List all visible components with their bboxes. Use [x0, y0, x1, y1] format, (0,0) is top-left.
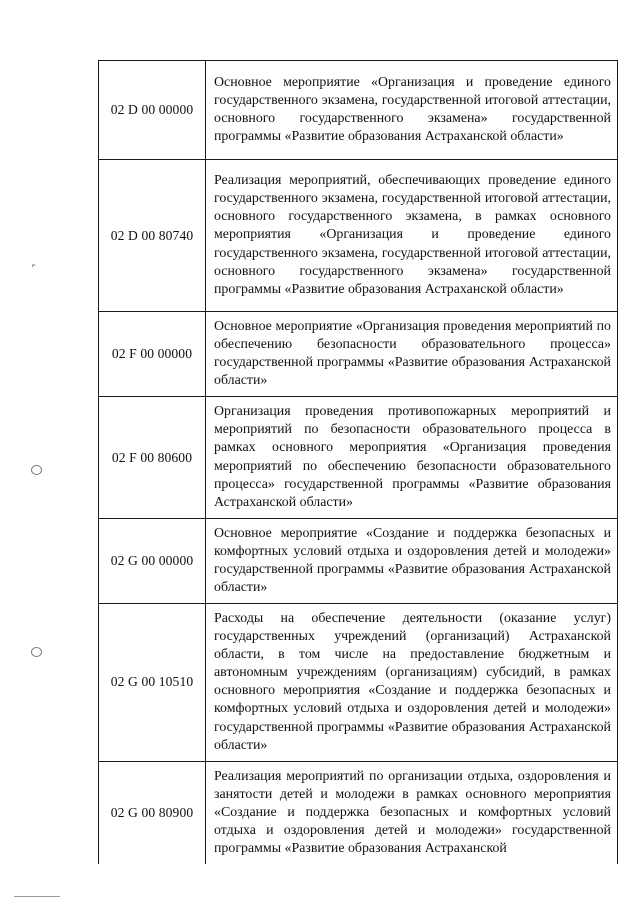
punch-hole-icon [31, 647, 42, 657]
classification-code: 02 G 00 80900 [99, 761, 206, 864]
table-row [99, 397, 618, 518]
table-row [99, 61, 618, 160]
margin-mark: ⌃ [28, 261, 42, 276]
classification-code: 02 D 00 80740 [99, 160, 206, 312]
table-row [99, 604, 618, 762]
classification-description: Расходы на обеспечение деятельности (оказание услуг) государственных учреждений (организаций) Астраханской области, в том числе на предоставление бюджетным и автономным учреждениям (организациям) субсидий, в рамках основного мероприятия «Создание и поддержка безопасных и комфортных условий отдыха и оздоровления детей и молодежи» государственной программы «Развитие образования Астраханской области» [206, 604, 618, 762]
classification-description: Основное мероприятие «Организация проведения мероприятий по обеспечению безопасности образовательного процесса» государственной программы «Развитие образования Астраханской области» [206, 312, 618, 397]
classification-code: 02 D 00 00000 [99, 61, 206, 160]
classification-code: 02 G 00 10510 [99, 604, 206, 762]
classification-description: Основное мероприятие «Создание и поддержка безопасных и комфортных условий отдыха и оздоровления детей и молодежи» государственной программы «Развитие образования Астраханской области» [206, 518, 618, 603]
classification-description: Организация проведения противопожарных мероприятий и мероприятий по безопасности образовательного процесса в рамках основного мероприятия «Организация проведения мероприятий по обеспечению безопасности образовательного процесса» государственной программы «Развитие образования Астраханской области» [206, 397, 618, 518]
table-row [99, 312, 618, 397]
classification-description: Основное мероприятие «Организация и проведение единого государственного экзамена, государственной итоговой аттестации, основного государственного экзамена» государственной программы «Развитие образования Астраханской области» [206, 61, 618, 160]
classification-code: 02 G 00 00000 [99, 518, 206, 603]
classification-code: 02 F 00 80600 [99, 397, 206, 518]
classification-description: Реализация мероприятий, обеспечивающих проведение единого государственного экзамена, государственной итоговой аттестации, основного государственного экзамена, в рамках основного мероприятия «Организация и проведение единого государственного экзамена, государственной итоговой аттестации, основного государственного экзамена» государственной программы «Развитие образования Астраханской области» [206, 160, 618, 312]
classification-code: 02 F 00 00000 [99, 312, 206, 397]
budget-classification-table [98, 60, 618, 864]
footer-rule [14, 896, 60, 897]
punch-hole-icon [31, 465, 42, 475]
table-row [99, 160, 618, 312]
classification-description: Реализация мероприятий по организации отдыха, оздоровления и занятости детей и молодежи в рамках основного мероприятия «Создание и поддержка безопасных и комфортных условий отдыха и оздоровления детей и молодежи» государственной программы «Развитие образования Астраханской [206, 761, 618, 864]
table-row [99, 518, 618, 603]
table-row [99, 761, 618, 864]
